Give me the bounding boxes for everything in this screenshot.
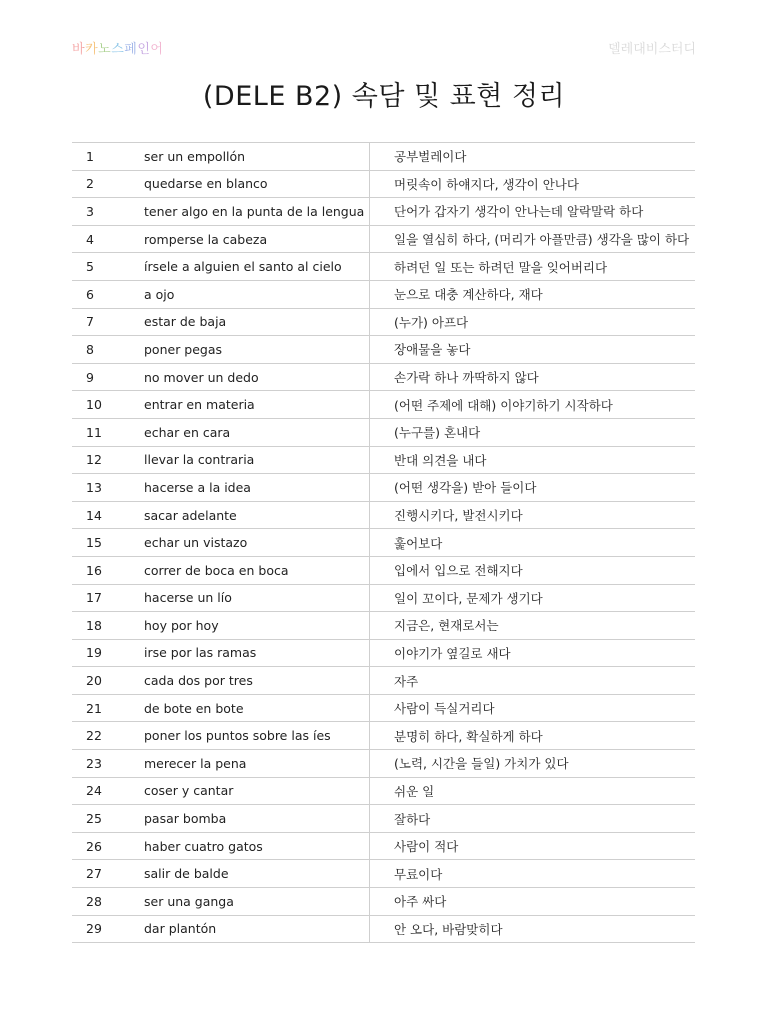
korean-meaning: 공부벌레이다 (370, 143, 696, 171)
row-number: 21 (72, 694, 144, 722)
table-row (72, 336, 695, 364)
table-row (72, 253, 695, 281)
row-number: 4 (72, 225, 144, 253)
table-row (72, 694, 695, 722)
logo (72, 38, 163, 57)
row-number: 17 (72, 584, 144, 612)
table-row (72, 418, 695, 446)
spanish-expression: a ojo (144, 280, 370, 308)
table-row (72, 556, 695, 584)
spanish-expression: hacerse a la idea (144, 474, 370, 502)
table-row (72, 280, 695, 308)
page-title: (DELE B2) 속담 및 표현 정리 (202, 81, 566, 112)
spanish-expression: tener algo en la punta de la lengua (144, 198, 370, 226)
table-row (72, 639, 695, 667)
spanish-expression: echar en cara (144, 418, 370, 446)
table-row (72, 363, 695, 391)
table-row (72, 915, 695, 943)
korean-meaning: 하려던 일 또는 하려던 말을 잊어버리다 (370, 253, 696, 281)
table-row (72, 667, 695, 695)
row-number: 2 (72, 170, 144, 198)
korean-meaning: (어떤 주제에 대해) 이야기하기 시작하다 (370, 391, 696, 419)
row-number: 5 (72, 253, 144, 281)
table-row (72, 501, 695, 529)
row-number: 22 (72, 722, 144, 750)
row-number: 23 (72, 750, 144, 778)
page-header (72, 38, 696, 58)
korean-meaning: 쉬운 일 (370, 777, 696, 805)
table-row (72, 612, 695, 640)
table-row (72, 832, 695, 860)
row-number: 18 (72, 612, 144, 640)
table-row (72, 888, 695, 916)
korean-meaning: 사람이 득실거리다 (370, 694, 696, 722)
row-number: 15 (72, 529, 144, 557)
korean-meaning: 입에서 입으로 전해지다 (370, 556, 696, 584)
spanish-expression: coser y cantar (144, 777, 370, 805)
korean-meaning: 무료이다 (370, 860, 696, 888)
row-number: 29 (72, 915, 144, 943)
logo-char: 페 (124, 42, 138, 57)
logo-char: 카 (85, 42, 99, 57)
spanish-expression: merecer la pena (144, 750, 370, 778)
spanish-expression: cada dos por tres (144, 667, 370, 695)
logo-char: 인 (137, 42, 151, 57)
spanish-expression: de bote en bote (144, 694, 370, 722)
logo-char: 노 (98, 42, 112, 57)
spanish-expression: correr de boca en boca (144, 556, 370, 584)
korean-meaning: 이야기가 옆길로 새다 (370, 639, 696, 667)
row-number: 26 (72, 832, 144, 860)
row-number: 3 (72, 198, 144, 226)
korean-meaning: (누구를) 혼내다 (370, 418, 696, 446)
spanish-expression: írsele a alguien el santo al cielo (144, 253, 370, 281)
table-row (72, 860, 695, 888)
spanish-expression: pasar bomba (144, 805, 370, 833)
korean-meaning: (어떤 생각을) 받아 들이다 (370, 474, 696, 502)
korean-meaning: 일이 꼬이다, 문제가 생기다 (370, 584, 696, 612)
spanish-expression: romperse la cabeza (144, 225, 370, 253)
spanish-expression: entrar en materia (144, 391, 370, 419)
table-row (72, 529, 695, 557)
korean-meaning: 진행시키다, 발전시키다 (370, 501, 696, 529)
table-row (72, 584, 695, 612)
spanish-expression: poner pegas (144, 336, 370, 364)
row-number: 19 (72, 639, 144, 667)
korean-meaning: 자주 (370, 667, 696, 695)
row-number: 10 (72, 391, 144, 419)
korean-meaning: 장애물을 놓다 (370, 336, 696, 364)
spanish-expression: echar un vistazo (144, 529, 370, 557)
row-number: 20 (72, 667, 144, 695)
row-number: 25 (72, 805, 144, 833)
korean-meaning: 눈으로 대충 계산하다, 재다 (370, 280, 696, 308)
row-number: 14 (72, 501, 144, 529)
korean-meaning: 잘하다 (370, 805, 696, 833)
spanish-expression: salir de balde (144, 860, 370, 888)
spanish-expression: irse por las ramas (144, 639, 370, 667)
spanish-expression: estar de baja (144, 308, 370, 336)
row-number: 28 (72, 888, 144, 916)
korean-meaning: 손가락 하나 까딱하지 않다 (370, 363, 696, 391)
korean-meaning: 지금은, 현재로서는 (370, 612, 696, 640)
spanish-expression: hoy por hoy (144, 612, 370, 640)
row-number: 6 (72, 280, 144, 308)
korean-meaning: 사람이 적다 (370, 832, 696, 860)
row-number: 1 (72, 143, 144, 171)
row-number: 24 (72, 777, 144, 805)
spanish-expression: dar plantón (144, 915, 370, 943)
spanish-expression: ser una ganga (144, 888, 370, 916)
spanish-expression: quedarse en blanco (144, 170, 370, 198)
expressions-table (72, 142, 695, 943)
row-number: 12 (72, 446, 144, 474)
spanish-expression: poner los puntos sobre las íes (144, 722, 370, 750)
korean-meaning: 안 오다, 바람맞히다 (370, 915, 696, 943)
row-number: 9 (72, 363, 144, 391)
table-row (72, 474, 695, 502)
table-row (72, 225, 695, 253)
table-row (72, 750, 695, 778)
table-row (72, 391, 695, 419)
korean-meaning: 단어가 갑자기 생각이 안나는데 알락말락 하다 (370, 198, 696, 226)
table-row (72, 198, 695, 226)
spanish-expression: llevar la contraria (144, 446, 370, 474)
korean-meaning: 반대 의견을 내다 (370, 446, 696, 474)
korean-meaning: 아주 싸다 (370, 888, 696, 916)
table-row (72, 777, 695, 805)
korean-meaning: 일을 열심히 하다, (머리가 아플만큼) 생각을 많이 하다 (370, 225, 696, 253)
row-number: 8 (72, 336, 144, 364)
spanish-expression: no mover un dedo (144, 363, 370, 391)
spanish-expression: sacar adelante (144, 501, 370, 529)
logo-char: 어 (150, 42, 164, 57)
korean-meaning: (노력, 시간을 들일) 가치가 있다 (370, 750, 696, 778)
table-row (72, 170, 695, 198)
table-row (72, 143, 695, 171)
row-number: 7 (72, 308, 144, 336)
table-row (72, 446, 695, 474)
brand-name: 델레대비스터디 (608, 42, 696, 57)
spanish-expression: haber cuatro gatos (144, 832, 370, 860)
korean-meaning: 머릿속이 하얘지다, 생각이 안나다 (370, 170, 696, 198)
logo-char: 바 (72, 42, 86, 57)
table-row (72, 722, 695, 750)
logo-char: 스 (111, 42, 125, 57)
table-row (72, 805, 695, 833)
row-number: 16 (72, 556, 144, 584)
spanish-expression: ser un empollón (144, 143, 370, 171)
korean-meaning: 훑어보다 (370, 529, 696, 557)
table-row (72, 308, 695, 336)
korean-meaning: 분명히 하다, 확실하게 하다 (370, 722, 696, 750)
row-number: 27 (72, 860, 144, 888)
korean-meaning: (누가) 아프다 (370, 308, 696, 336)
row-number: 11 (72, 418, 144, 446)
row-number: 13 (72, 474, 144, 502)
spanish-expression: hacerse un lío (144, 584, 370, 612)
